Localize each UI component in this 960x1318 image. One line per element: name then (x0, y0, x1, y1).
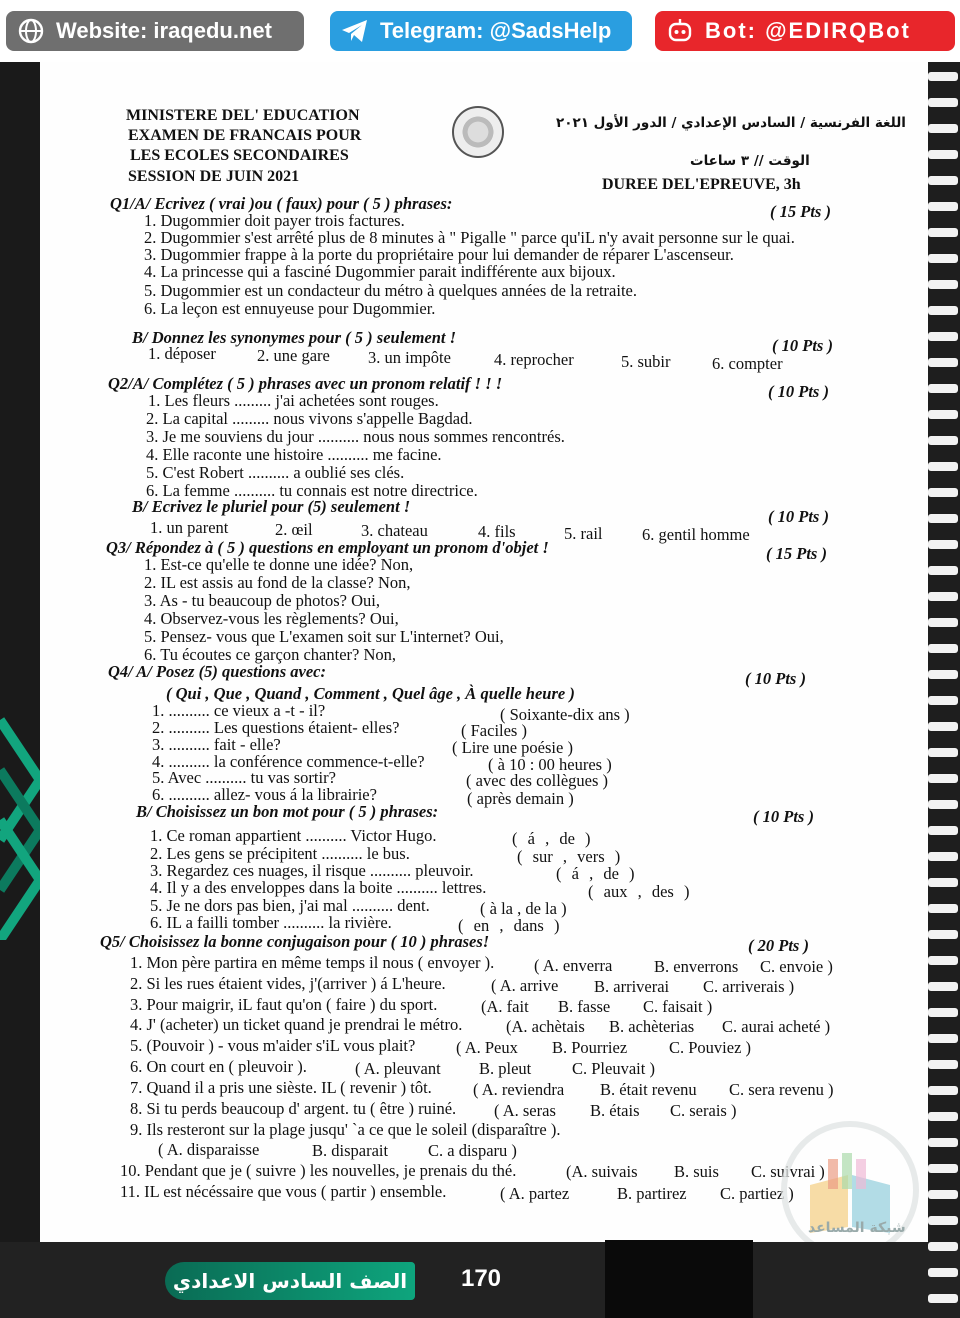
q1b-item: 3. un impôte (368, 348, 451, 367)
ministry-line-3: LES ECOLES SECONDAIRES (130, 147, 349, 164)
q2b-title: B/ Ecrivez le pluriel pour (5) seulement ! (132, 497, 411, 516)
binder-ring (928, 280, 958, 289)
binder-ring (928, 202, 958, 211)
q4b-options: ( aux , des ) (588, 882, 690, 901)
q1a-item: 6. La leçon est ennuyeuse pour Dugommier. (144, 299, 436, 318)
q5-option: C. partiez ) (720, 1184, 794, 1203)
q4a-question: 4. .......... la conférence commence-t-elle? (152, 752, 425, 771)
binder-ring (928, 410, 958, 419)
q3-item: 6. Tu écoutes ce garçon chanter? Non, (144, 645, 397, 664)
q2a-title: Q2/A/ Complétez ( 5 ) phrases avec un pronom relatif ! ! ! (108, 374, 503, 393)
q5-question: 9. Ils resteront sur la plage jusqu' `a ce que le soleil (disparaître ). (130, 1120, 561, 1139)
q3-item: 5. Pensez- vous que L'examen soit sur L'internet? Oui, (144, 627, 504, 646)
q5-option: C. aurai acheté ) (722, 1017, 831, 1036)
q1b-item: 4. reprocher (494, 350, 574, 369)
binder-ring (928, 540, 958, 549)
q5-option: C. arriverais ) (703, 977, 795, 996)
bot-link[interactable] (655, 11, 955, 51)
ministry-seal-logo (452, 106, 504, 158)
q5-option: (A. fait (481, 997, 529, 1016)
q4b-options: ( à la , de la ) (480, 899, 567, 918)
q5-option: ( A. partez (500, 1184, 570, 1203)
q4b-question: 2. Les gens se précipitent .......... le bus. (150, 844, 410, 863)
q5-option: ( A. pleuvant (355, 1059, 441, 1078)
bot-label: Bot: @EDIRQBot (705, 18, 911, 43)
q5-option: B. pleut (479, 1059, 532, 1078)
q2a-item: 1. Les fleurs ......... j'ai achetées sont rouges. (148, 391, 439, 410)
q5-option: B. arriverai (594, 977, 670, 996)
q2b-item: 5. rail (564, 524, 603, 543)
binder-ring (928, 332, 958, 341)
q2b-item: 2. œil (275, 520, 313, 539)
q2b-points: ( 10 Pts ) (768, 507, 829, 526)
binder-ring (928, 1294, 958, 1303)
q4a-words: ( Qui , Que , Quand , Comment , Quel âge , À quelle heure ) (166, 684, 575, 703)
q5-option: ( A. arrive (491, 976, 559, 995)
q2a-item: 3. Je me souviens du jour .......... nous nous sommes rencontrés. (146, 427, 565, 446)
q4a-answer: ( Lire une poésie ) (452, 738, 573, 757)
binder-ring (928, 306, 958, 315)
q2a-item: 4. Elle raconte une histoire .......... me facine. (146, 445, 442, 464)
binder-ring (928, 1164, 958, 1173)
q5-option: C. a disparu ) (428, 1141, 517, 1160)
q5-option: ( A. seras (494, 1101, 556, 1120)
q4a-answer: ( après demain ) (467, 789, 574, 808)
q2b-item: 4. fils (478, 522, 516, 541)
binder-ring (928, 774, 958, 783)
q4a-question: 5. Avec .......... tu vas sortir? (152, 768, 336, 787)
q1a-item: 3. Dugommier frappe à la porte du propriétaire pour lui demander de réparer L'ascenseur. (144, 245, 734, 264)
q2a-item: 5. C'est Robert .......... a oublié ses clés. (146, 463, 405, 482)
binder-ring (928, 1086, 958, 1095)
globe-icon (16, 16, 46, 46)
q1b-item: 1. déposer (148, 344, 216, 363)
q1b-title: B/ Donnez les synonymes pour ( 5 ) seulement ! (132, 328, 457, 347)
q3-item: 4. Observez-vous les règlements? Oui, (144, 609, 399, 628)
q4b-options: ( á , de ) (512, 829, 591, 848)
binder-ring (928, 98, 958, 107)
q5-option: B. fasse (558, 997, 611, 1016)
q4a-answer: ( Soixante-dix ans ) (500, 705, 630, 724)
q2a-item: 6. La femme .......... tu connais est notre directrice. (146, 481, 478, 500)
q5-option: C. sera revenu ) (729, 1080, 834, 1099)
q5-option: C. serais ) (670, 1101, 737, 1120)
q5-option: C. Pleuvait ) (572, 1059, 655, 1078)
website-label: Website: iraqedu.net (56, 18, 272, 43)
website-link[interactable] (6, 11, 304, 51)
q3-item: 2. IL est assis au fond de la classe? Non, (144, 573, 411, 592)
telegram-label: Telegram: @SadsHelp (380, 18, 612, 43)
q4a-answer: ( à 10 : 00 heures ) (488, 755, 612, 774)
left-border (0, 62, 40, 1318)
binder-ring (928, 124, 958, 133)
binder-ring (928, 748, 958, 757)
q4a-question: 1. .......... ce vieux a -t - il? (152, 701, 326, 720)
q4b-question: 5. Je ne dors pas bien, j'ai mal .......... dent. (150, 896, 430, 915)
watermark-arabic: شبكة المساعد (808, 1220, 906, 1236)
q5-option: C. Pouviez ) (669, 1038, 752, 1057)
top-banner (0, 0, 960, 62)
q5-option: ( A. disparaisse (158, 1140, 260, 1159)
class-label: الصف السادس الاعدادي (165, 1262, 415, 1300)
q5-option: ( A. Peux (456, 1038, 518, 1057)
q1a-item: 4. La princesse qui a fasciné Dugommier parait indifférente aux bijoux. (144, 262, 616, 281)
binder-ring (928, 852, 958, 861)
binder-ring (928, 956, 958, 965)
q1a-item: 2. Dugommier s'est arrêté plus de 8 minutes à " Pigalle " parce qu'iL n'y avait personne sur le quai. (144, 228, 795, 247)
q5-option: B. était revenu (600, 1080, 697, 1099)
q4b-options: ( á , de ) (556, 864, 635, 883)
q2b-item: 3. chateau (361, 521, 428, 540)
q5-option: (A. achètais (506, 1017, 585, 1036)
binder-ring (928, 800, 958, 809)
q5-question: 7. Quand il a pris une sièste. IL ( revenir ) tôt. (130, 1078, 432, 1097)
q5-question: 10. Pendant que je ( suivre ) les nouvelles, je prenais du thé. (120, 1161, 517, 1180)
binder-ring (928, 644, 958, 653)
binder-ring (928, 1268, 958, 1277)
q1b-item: 2. une gare (257, 346, 330, 365)
q5-option: B. étais (590, 1101, 640, 1120)
q2b-item: 1. un parent (150, 518, 229, 537)
binder-ring (928, 176, 958, 185)
q4b-options: ( en , dans ) (458, 916, 560, 935)
q2a-points: ( 10 Pts ) (768, 382, 829, 401)
q5-question: 11. IL est nécéssaire que vous ( partir ) ensemble. (120, 1182, 447, 1201)
q5-option: (A. suivais (566, 1162, 638, 1181)
binder-ring (928, 592, 958, 601)
q5-title: Q5/ Choisissez la bonne conjugaison pour ( 10 ) phrases! (100, 932, 490, 951)
binder-ring (928, 514, 958, 523)
q4a-title: Q4/ A/ Posez (5) questions avec: (108, 662, 326, 681)
binder-ring (928, 1138, 958, 1147)
q5-option: B. Pourriez (552, 1038, 628, 1057)
page-number: 170 (460, 1265, 502, 1292)
black-box-decoration (605, 1240, 753, 1318)
binder-ring (928, 72, 958, 81)
q5-option: ( A. enverra (534, 956, 613, 975)
q4b-points: ( 10 Pts ) (753, 807, 814, 826)
q4a-answer: ( avec des collègues ) (466, 771, 609, 790)
binder-ring (928, 696, 958, 705)
q2b-item: 6. gentil homme (642, 525, 750, 544)
q5-question: 1. Mon père partira en même temps il nous ( envoyer ). (130, 953, 495, 972)
ministry-line-2: EXAMEN DE FRANCAIS POUR (128, 127, 362, 144)
q4b-options: ( sur , vers ) (517, 847, 621, 866)
q2a-item: 2. La capital ......... nous vivons s'appelle Bagdad. (146, 409, 473, 428)
q5-option: B. disparait (312, 1141, 389, 1160)
q3-points: ( 15 Pts ) (766, 544, 827, 563)
q1b-item: 5. subir (621, 352, 671, 371)
arabic-subject-line: اللغة الفرنسية / السادس الإعدادي / الدور الأول ٢٠٢١ (556, 115, 906, 131)
q3-title: Q3/ Répondez à ( 5 ) questions en employant un pronom d'objet ! (106, 538, 549, 557)
q5-option: C. suivrai ) (751, 1162, 825, 1181)
q4a-question: 6. .......... allez- vous á la librairie? (152, 785, 377, 804)
binder-ring (928, 358, 958, 367)
binder-ring (928, 462, 958, 471)
q5-question: 3. Pour maigrir, iL faut qu'on ( faire ) du sport. (130, 995, 438, 1014)
duration-line: DUREE DEL'EPREUVE, 3h (602, 176, 801, 193)
binder-ring (928, 722, 958, 731)
binder-ring (928, 670, 958, 679)
binder-ring (928, 150, 958, 159)
binder-ring (928, 384, 958, 393)
arabic-time-line: الوقت // ٣ ساعات (690, 153, 810, 169)
q5-question: 4. J' (acheter) un ticket quand je prendrai le métro. (130, 1015, 463, 1034)
q4b-title: B/ Choisissez un bon mot pour ( 5 ) phrases: (136, 802, 439, 821)
robot-icon (665, 16, 695, 46)
q5-question: 8. Si tu perds beaucoup d' argent. tu ( être ) ruiné. (130, 1099, 457, 1118)
binder-ring (928, 488, 958, 497)
q3-item: 1. Est-ce qu'elle te donne une idée? Non, (144, 555, 414, 574)
q5-option: C. envoie ) (760, 957, 833, 976)
binder-ring (928, 930, 958, 939)
q5-question: 2. Si les rues étaient vides, j'(arriver ) á L'heure. (130, 974, 446, 993)
q5-question: 6. On court en ( pleuvoir ). (130, 1057, 307, 1076)
q4b-question: 4. Il y a des enveloppes dans la boite .......... lettres. (150, 878, 487, 897)
q4b-question: 6. IL a failli tomber .......... la rivière. (150, 913, 392, 932)
binder-ring (928, 254, 958, 263)
binder-ring (928, 1190, 958, 1199)
q3-item: 3. As - tu beaucoup de photos? Oui, (144, 591, 381, 610)
binder-ring (928, 826, 958, 835)
q5-option: B. suis (674, 1162, 719, 1181)
binder-ring (928, 1060, 958, 1069)
binder-ring (928, 1242, 958, 1251)
binder-ring (928, 904, 958, 913)
q5-option: B. partirez (617, 1184, 687, 1203)
q5-option: B. enverrons (654, 957, 739, 976)
binder-ring (928, 1112, 958, 1121)
q4b-question: 1. Ce roman appartient .......... Victor Hugo. (150, 826, 437, 845)
binder-ring (928, 1034, 958, 1043)
q4a-points: ( 10 Pts ) (745, 669, 806, 688)
q1b-points: ( 10 Pts ) (772, 336, 833, 355)
session-line: SESSION DE JUIN 2021 (128, 168, 300, 185)
q4a-question: 3. .......... fait - elle? (152, 735, 281, 754)
binder-ring (928, 566, 958, 575)
q1b-item: 6. compter (712, 354, 783, 373)
q1a-points: ( 15 Pts ) (770, 202, 831, 221)
q5-option: B. achèterias (609, 1017, 695, 1036)
q5-points: ( 20 Pts ) (748, 936, 809, 955)
binder-ring (928, 878, 958, 887)
q1a-title: Q1/A/ Ecrivez ( vrai )ou ( faux) pour ( 5 ) phrases: (110, 194, 453, 213)
binder-ring (928, 228, 958, 237)
q4b-question: 3. Regardez ces nuages, il risque .......... pleuvoir. (150, 861, 474, 880)
binder-ring (928, 1008, 958, 1017)
q5-option: C. faisait ) (643, 997, 713, 1016)
q1a-item: 1. Dugommier doit payer trois factures. (144, 211, 405, 230)
telegram-icon (340, 16, 370, 46)
q4a-answer: ( Faciles ) (461, 721, 527, 740)
q5-option: ( A. reviendra (473, 1080, 565, 1099)
telegram-link[interactable] (330, 11, 632, 51)
binder-ring (928, 982, 958, 991)
q4a-question: 2. .......... Les questions étaient- elles? (152, 718, 400, 737)
binder-ring (928, 436, 958, 445)
binder-ring (928, 618, 958, 627)
q1a-item: 5. Dugommier est un condacteur du métro à quelques années de la retraite. (144, 281, 637, 300)
binder-ring (928, 1216, 958, 1225)
q5-question: 5. (Pouvoir ) - vous m'aider s'iL vous plait? (130, 1036, 416, 1055)
ministry-line-1: MINISTERE DEL' EDUCATION (126, 107, 360, 124)
